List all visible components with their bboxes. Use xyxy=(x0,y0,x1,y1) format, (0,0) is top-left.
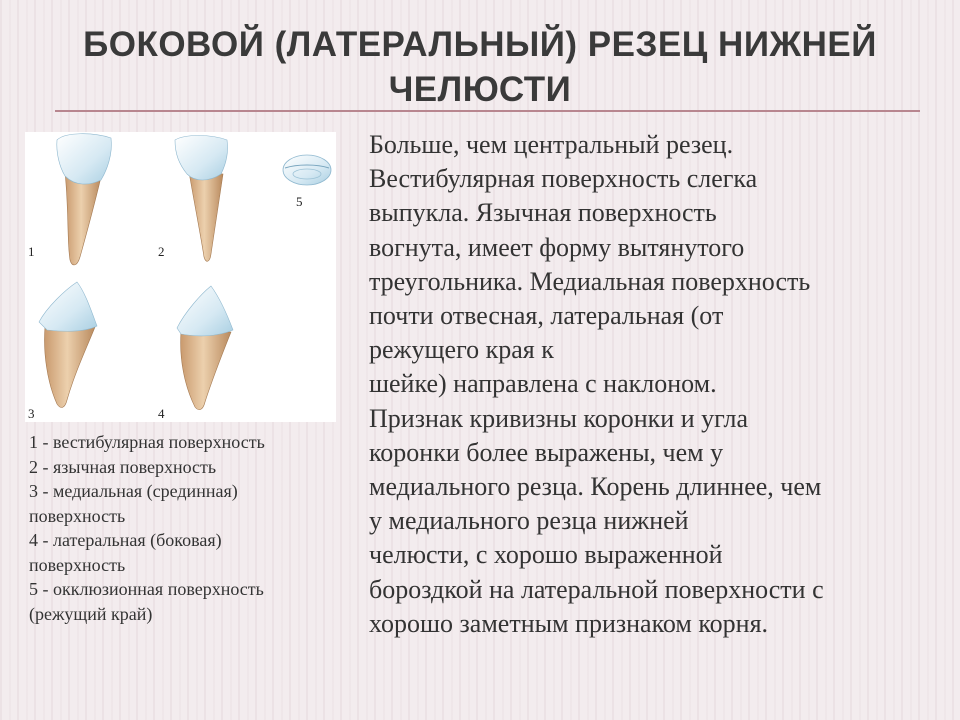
slide-title xyxy=(40,22,920,112)
description-line: шейке) направлена с наклоном. xyxy=(369,369,717,399)
figure-label-4: 4 xyxy=(158,406,165,421)
description-line: выпукла. Язычная поверхность xyxy=(369,198,717,228)
figure-label-3: 3 xyxy=(28,406,35,421)
description-line: режущего края к xyxy=(369,335,554,365)
description-line: вогнута, имеет форму вытянутого xyxy=(369,232,745,262)
tooth-vestibular-view xyxy=(57,134,112,265)
description-line: треугольника. Медиальная поверхность xyxy=(369,266,811,296)
description-line: Признак кривизны коронки и угла xyxy=(369,403,748,433)
description-line: медиального резца. Корень длиннее, чем xyxy=(369,472,822,502)
tooth-lateral-view xyxy=(177,286,233,410)
description-line: почти отвесная, латеральная (от xyxy=(369,301,724,331)
legend-line: 1 - вестибулярная поверхность xyxy=(29,432,265,452)
description-line: бороздкой на латеральной поверхности с xyxy=(369,574,824,604)
tooth-medial-view xyxy=(39,282,97,407)
title-divider xyxy=(55,110,920,112)
legend-line: 3 - медиальная (срединная) xyxy=(29,481,238,501)
legend-line: 2 - язычная поверхность xyxy=(29,456,217,477)
tooth-occlusal-view xyxy=(283,155,331,185)
figure-label-5: 5 xyxy=(296,194,303,209)
description-line: у медиального резца нижней xyxy=(369,506,689,536)
legend-line: 4 - латеральная (боковая) xyxy=(29,530,222,550)
description-line: коронки более выражены, чем у xyxy=(369,437,724,467)
tooth-lingual-view xyxy=(175,136,228,262)
tooth-figure xyxy=(25,132,336,422)
description-line: челюсти, с хорошо выраженной xyxy=(369,540,723,570)
figure-legend xyxy=(29,430,349,626)
tooth-illustration xyxy=(25,132,336,422)
description-text xyxy=(369,128,939,641)
title-line-2: ЧЕЛЮСТИ xyxy=(388,70,572,109)
legend-line: поверхность xyxy=(29,554,126,575)
legend-line: (режущий край) xyxy=(29,603,153,624)
description-line: хорошо заметным признаком корня. xyxy=(369,608,769,638)
description-line: Вестибулярная поверхность слегка xyxy=(369,164,758,194)
legend-line: поверхность xyxy=(29,505,126,526)
figure-label-2: 2 xyxy=(158,244,165,259)
description-line: Больше, чем центральный резец. xyxy=(369,130,734,159)
legend-line: 5 - окклюзионная поверхность xyxy=(29,579,264,599)
figure-label-1: 1 xyxy=(28,244,35,259)
title-line-1: БОКОВОЙ (ЛАТЕРАЛЬНЫЙ) РЕЗЕЦ НИЖНЕЙ xyxy=(83,25,877,64)
